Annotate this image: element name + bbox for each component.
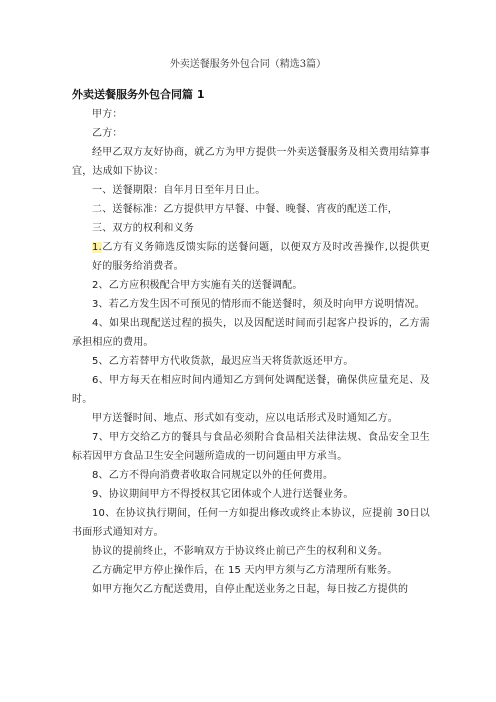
paragraph-clause-7: 7、甲方交给乙方的餐具与食品必须附合食品相关法律法规、食品安全卫生标若因甲方食品卫生安全问题所造成的一切问题由甲方承当。 <box>72 432 430 462</box>
paragraph-settlement: 乙方确定甲方停止操作后，在 15 天内甲方须与乙方清理所有账务。 <box>92 565 398 576</box>
paragraph-standard: 二、送餐标准：乙方提供甲方早餐、中餐、晚餐、宵夜的配送工作， <box>92 204 398 215</box>
paragraph-clause-5: 5、乙方若替甲方代收货款，最迟应当天将货款返还甲方。 <box>92 356 354 367</box>
paragraph-clause-8: 8、乙方不得向消费者收取合同规定以外的任何费用。 <box>92 470 334 481</box>
paragraph-clause-4: 4、如果出现配送过程的损失，以及因配送时间而引起客户投诉的，乙方需承担相应的费用。 <box>72 318 430 348</box>
paragraph-term: 一、送餐期限：自年月日至年月日止。 <box>92 185 266 196</box>
paragraph-clause-10: 10、在协议执行期间，任何一方如提出修改或终止本协议，应提前 30日以书面形式通知对方。 <box>72 508 430 538</box>
paragraph-party-a: 甲方： <box>92 109 123 120</box>
document-title: 外卖送餐服务外包合同（精选3篇） <box>169 59 327 70</box>
clause-number-highlight: 1. <box>92 242 102 253</box>
clause-1-text: 乙方有义务筛选反馈实际的送餐问题，以便双方及时改善操作,以提供更好的服务给消费者。 <box>92 242 430 272</box>
document-body <box>72 85 430 599</box>
paragraph-schedule-change: 甲方送餐时间、地点、形式如有变动，应以电话形式及时通知乙方。 <box>92 413 398 424</box>
paragraph-rights-heading: 三、双方的权利和义务 <box>92 223 194 234</box>
section-heading: 外卖送餐服务外包合同篇 1 <box>72 88 205 101</box>
paragraph-clause-9: 9、协议期间甲方不得授权其它团体或个人进行送餐业务。 <box>92 489 354 500</box>
paragraph-clause-1 <box>72 238 430 276</box>
paragraph-clause-3: 3、若乙方发生因不可预见的情形而不能送餐时，须及时向甲方说明情况。 <box>92 299 425 310</box>
paragraph-party-b: 乙方： <box>92 128 123 139</box>
paragraph-clause-2: 2、乙方应积极配合甲方实施有关的送餐调配。 <box>92 280 303 291</box>
paragraph-early-termination: 协议的提前终止，不影响双方于协议终止前已产生的权利和义务。 <box>92 546 388 557</box>
paragraph-preamble: 经甲乙双方友好协商，就乙方为甲方提供一外卖送餐服务及相关费用结算事宜，达成如下协议： <box>72 147 430 177</box>
paragraph-clause-6: 6、甲方每天在相应时间内通知乙方到何处调配送餐，确保供应量充足、及时。 <box>72 375 430 405</box>
paragraph-arrears: 如甲方拖欠乙方配送费用，自停止配送业务之日起，每日按乙方提供的 <box>92 584 409 595</box>
